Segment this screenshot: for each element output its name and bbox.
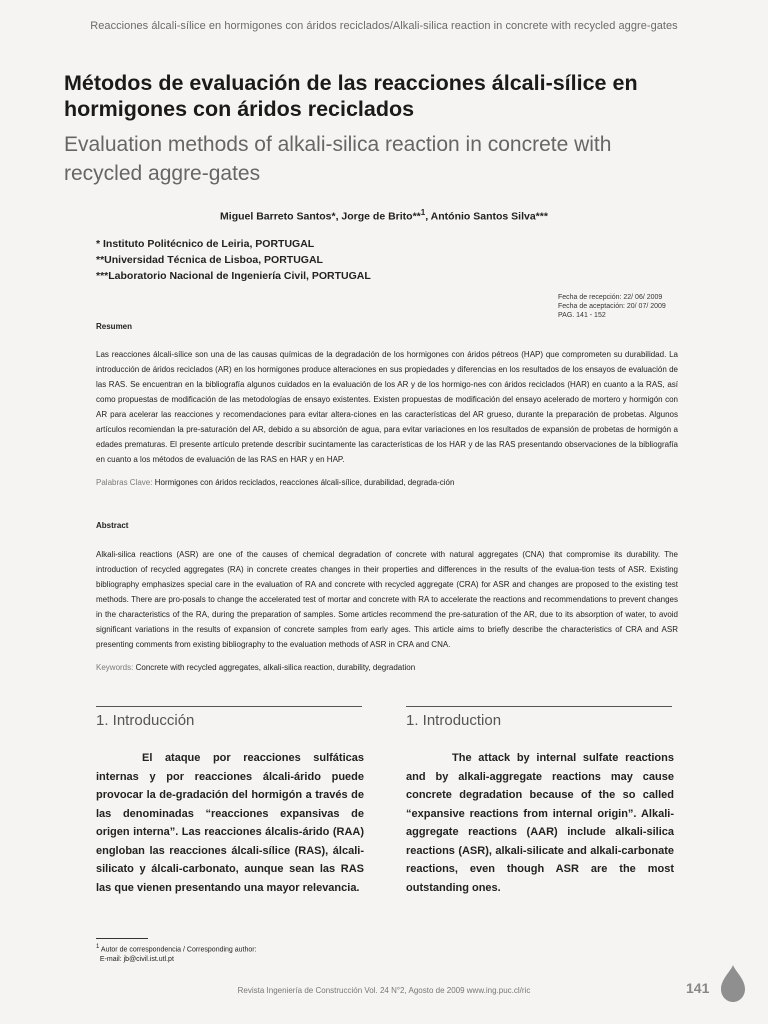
keywords-english-text: Concrete with recycled aggregates, alkali-silica reaction, durability, degradation (135, 663, 416, 672)
intro-text-english-body: The attack by internal sulfate reactions and by alkali-aggregate reactions may cause concrete degradation because of the so called “expansive reactions from internal origin”. Alkali-aggregate reactions (AAR) include alkali-silica reactions (ASR), alkali-silicate and alkali-carbonate reactions, even though ASR are the most outstanding ones. (406, 752, 674, 894)
keywords-spanish (96, 478, 454, 487)
affiliation-1: * Instituto Politécnico de Leiria, PORTUGAL (96, 238, 315, 250)
title-spanish: Métodos de evaluación de las reacciones álcali-sílice en hormigones con áridos reciclados (64, 71, 638, 121)
title-english: Evaluation methods of alkali-silica reaction in concrete with recycled aggre-gates (64, 133, 612, 185)
resumen-heading: Resumen (96, 322, 133, 331)
footnote-mark: 1 (96, 944, 100, 950)
footnote-line-1: Autor de correspondencia / Corresponding author: (100, 946, 257, 954)
intro-heading-english: 1. Introduction (406, 712, 502, 729)
intro-text-spanish (96, 749, 364, 897)
abstract-text: Alkali-silica reactions (ASR) are one of the causes of chemical degradation of concrete with natural aggregates (CNA) that compromise its durability. The introduction of recycled aggregates (RA) in concrete creates changes in their properties and differences in the results of the evalua-tion tests of ASR. Existing bibliography emphasizes special care in the evaluation of RA and concrete with recycled aggregate (CRA) for ASR and changes are proposed to the existing test methods. There are pro-posals to change the accelerated test of mortar and concrete with RA to accelerate the reactions and recommendations to prevent changes in the characteristics of the RA, during the preparation of samples. Some articles recommend the pre-saturation of the AR, due to its absorption of water, to avoid significant variations in the results of expansion of concrete samples from early ages. This article aims to briefly describe the characteristics of CRA and ASR presenting comments from existing bibliography to the evaluation methods of ASR in CRA and CNA. (96, 550, 678, 649)
page-drop-icon (717, 963, 749, 1003)
submission-dates (558, 293, 666, 320)
section-rule-right (406, 706, 672, 707)
section-rule-left (96, 706, 362, 707)
footnote (96, 942, 257, 965)
journal-footer: Revista Ingeniería de Construcción Vol. 24 N°2, Agosto de 2009 www.ing.puc.cl/ric (237, 986, 531, 995)
page-number: 141 (686, 980, 710, 996)
affiliation-3: ***Laboratorio Nacional de Ingeniería Civil, PORTUGAL (96, 270, 371, 282)
resumen-text: Las reacciones álcali-sílice son una de las causas químicas de la degradación de los hormigones con áridos pétreos (HAP) que comprometen su durabilidad. La introducción de áridos reciclados (AR) en los hormigones produce alteraciones en sus propiedades y diferencias en los resultados de los ensayos de evaluación de las RAS. Se encuentran en la bibliografía algunos cuidados en la evaluación de los AR y de los hormigo-nes con áridos reciclados (HAR) en cuanto a la RAS, así como propuestas de modificación de las metodologías de ensayo existentes. Existen propuestas de modificación del ensayo acelerado de mortero y hormigón con AR para acelerar las reacciones y recomendaciones para evitar altera-ciones en las características del AR grueso, durante la preparación de probetas. Algunos artículos recomiendan la pre-saturación del AR, debido a su absorción de agua, para evitar variaciones en los resultados de expansión de probetas de hormigón a edades prematuras. El presente artículo pretende describir sucintamente las características de los HAR y de las RAS presentando observaciones de la bibliografía en cuanto a los métodos de evaluación de las RAS en HAR y en HAP. (96, 350, 678, 464)
footnote-line-2: E-mail: jb@civil.ist.utl.pt (99, 956, 174, 964)
abstract-heading: Abstract (96, 521, 129, 530)
keywords-english (96, 663, 415, 672)
author-names-2: , António Santos Silva*** (425, 210, 548, 223)
date-received: Fecha de recepción: 22/ 06/ 2009 (558, 294, 663, 301)
intro-text-english (406, 749, 674, 897)
authors (0, 208, 768, 223)
date-accepted: Fecha de aceptación: 20/ 07/ 2009 (558, 303, 666, 310)
footnote-rule (96, 938, 148, 939)
author-names-1: Miguel Barreto Santos*, Jorge de Brito** (220, 210, 421, 223)
keywords-english-label: Keywords: (96, 663, 134, 672)
intro-heading-spanish: 1. Introducción (96, 712, 195, 729)
running-header: Reacciones álcali-sílice en hormigones con áridos reciclados/Alkali-silica reaction in concrete with recycled aggre-gates (90, 20, 678, 32)
author-footnote-mark: 1 (420, 208, 426, 217)
affiliation-2: **Universidad Técnica de Lisboa, PORTUGAL (96, 254, 323, 266)
intro-text-spanish-body: El ataque por reacciones sulfáticas internas y por reacciones álcali-árido puede provocar la de-gradación del hormigón a través de las denominadas “reacciones expansivas de origen interna”. Las reacciones álcalis-árido (RAA) engloban las reacciones álcali-sílice (RAS), álcali-silicato y álcali-carbonato, aunque sean las RAS las que vienen presentando una mayor relevancia. (96, 752, 364, 894)
keywords-spanish-label: Palabras Clave: (96, 478, 153, 487)
affiliations (96, 236, 371, 284)
keywords-spanish-text: Hormigones con áridos reciclados, reacciones álcali-sílice, durabilidad, degrada-ción (154, 478, 455, 487)
page-range: PAG. 141 - 152 (558, 312, 606, 319)
